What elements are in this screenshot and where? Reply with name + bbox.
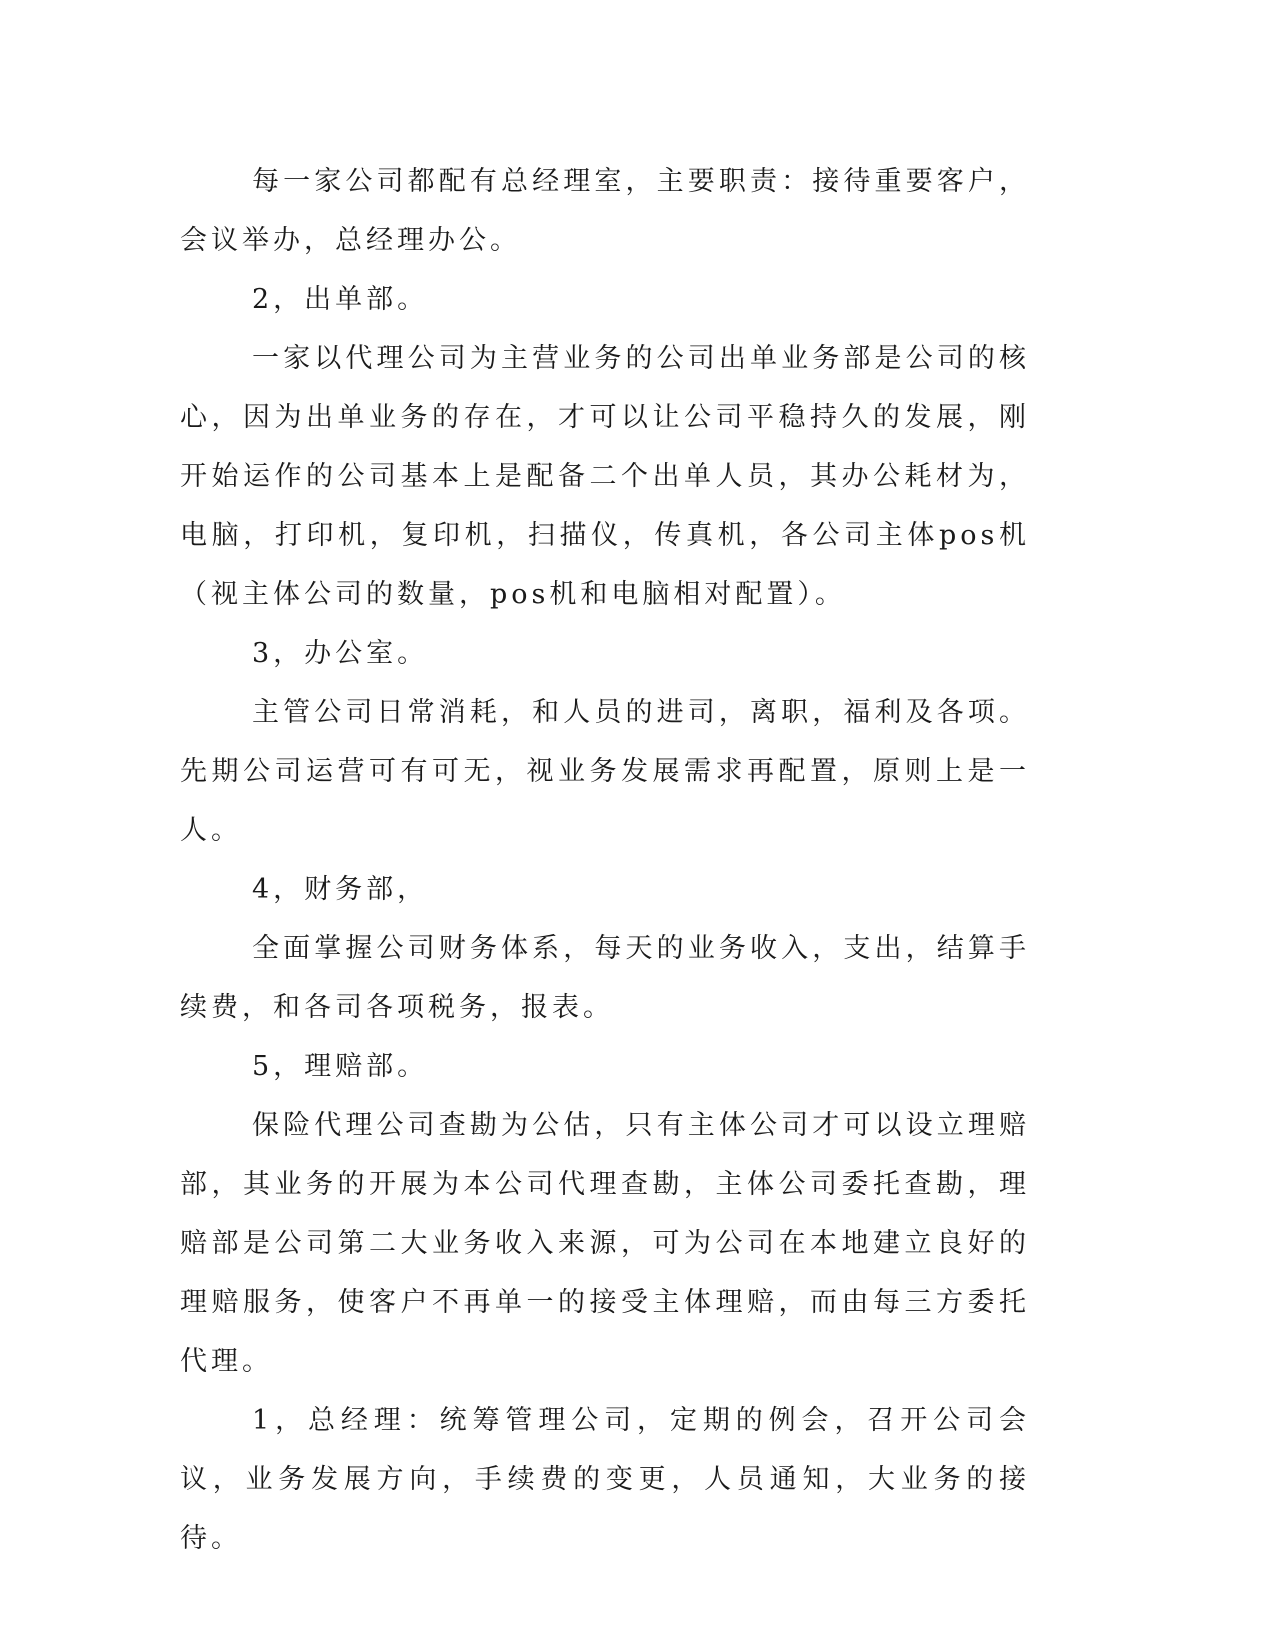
- heading-issuing-department: 2，出单部。: [252, 284, 429, 315]
- paragraph-office: 主管公司日常消耗，和人员的进司，离职，福利及各项。先期公司运营可有可无，视业务发展需求再配置，原则上是一人。: [180, 697, 1030, 846]
- paragraph-finance-department: 全面掌握公司财务体系，每天的业务收入，支出，结算手续费，和各司各项税务，报表。: [180, 933, 1030, 1023]
- heading-office: 3，办公室。: [252, 638, 429, 669]
- heading-finance-department: 4，财务部，: [252, 874, 429, 905]
- heading-claims-department: 5，理赔部。: [252, 1051, 429, 1082]
- paragraph-general-manager-duties: 1，总经理：统筹管理公司，定期的例会，召开公司会议，业务发展方向，手续费的变更，人员通知，大业务的接待。: [180, 1405, 1030, 1554]
- paragraph-claims-department: 保险代理公司查勘为公估，只有主体公司才可以设立理赔部，其业务的开展为本公司代理查勘，主体公司委托查勘，理赔部是公司第二大业务收入来源，可为公司在本地建立良好的理赔服务，使客户不再单一的接受主体理赔，而由每三方委托代理。: [180, 1110, 1030, 1377]
- document-page: [180, 152, 1030, 1568]
- paragraph-issuing-department: 一家以代理公司为主营业务的公司出单业务部是公司的核心，因为出单业务的存在，才可以让公司平稳持久的发展，刚开始运作的公司基本上是配备二个出单人员，其办公耗材为，电脑，打印机，复印机，扫描仪，传真机，各公司主体pos机（视主体公司的数量，pos机和电脑相对配置）。: [180, 343, 1030, 610]
- paragraph-general-manager-office: 每一家公司都配有总经理室，主要职责：接待重要客户，会议举办，总经理办公。: [180, 166, 1030, 256]
